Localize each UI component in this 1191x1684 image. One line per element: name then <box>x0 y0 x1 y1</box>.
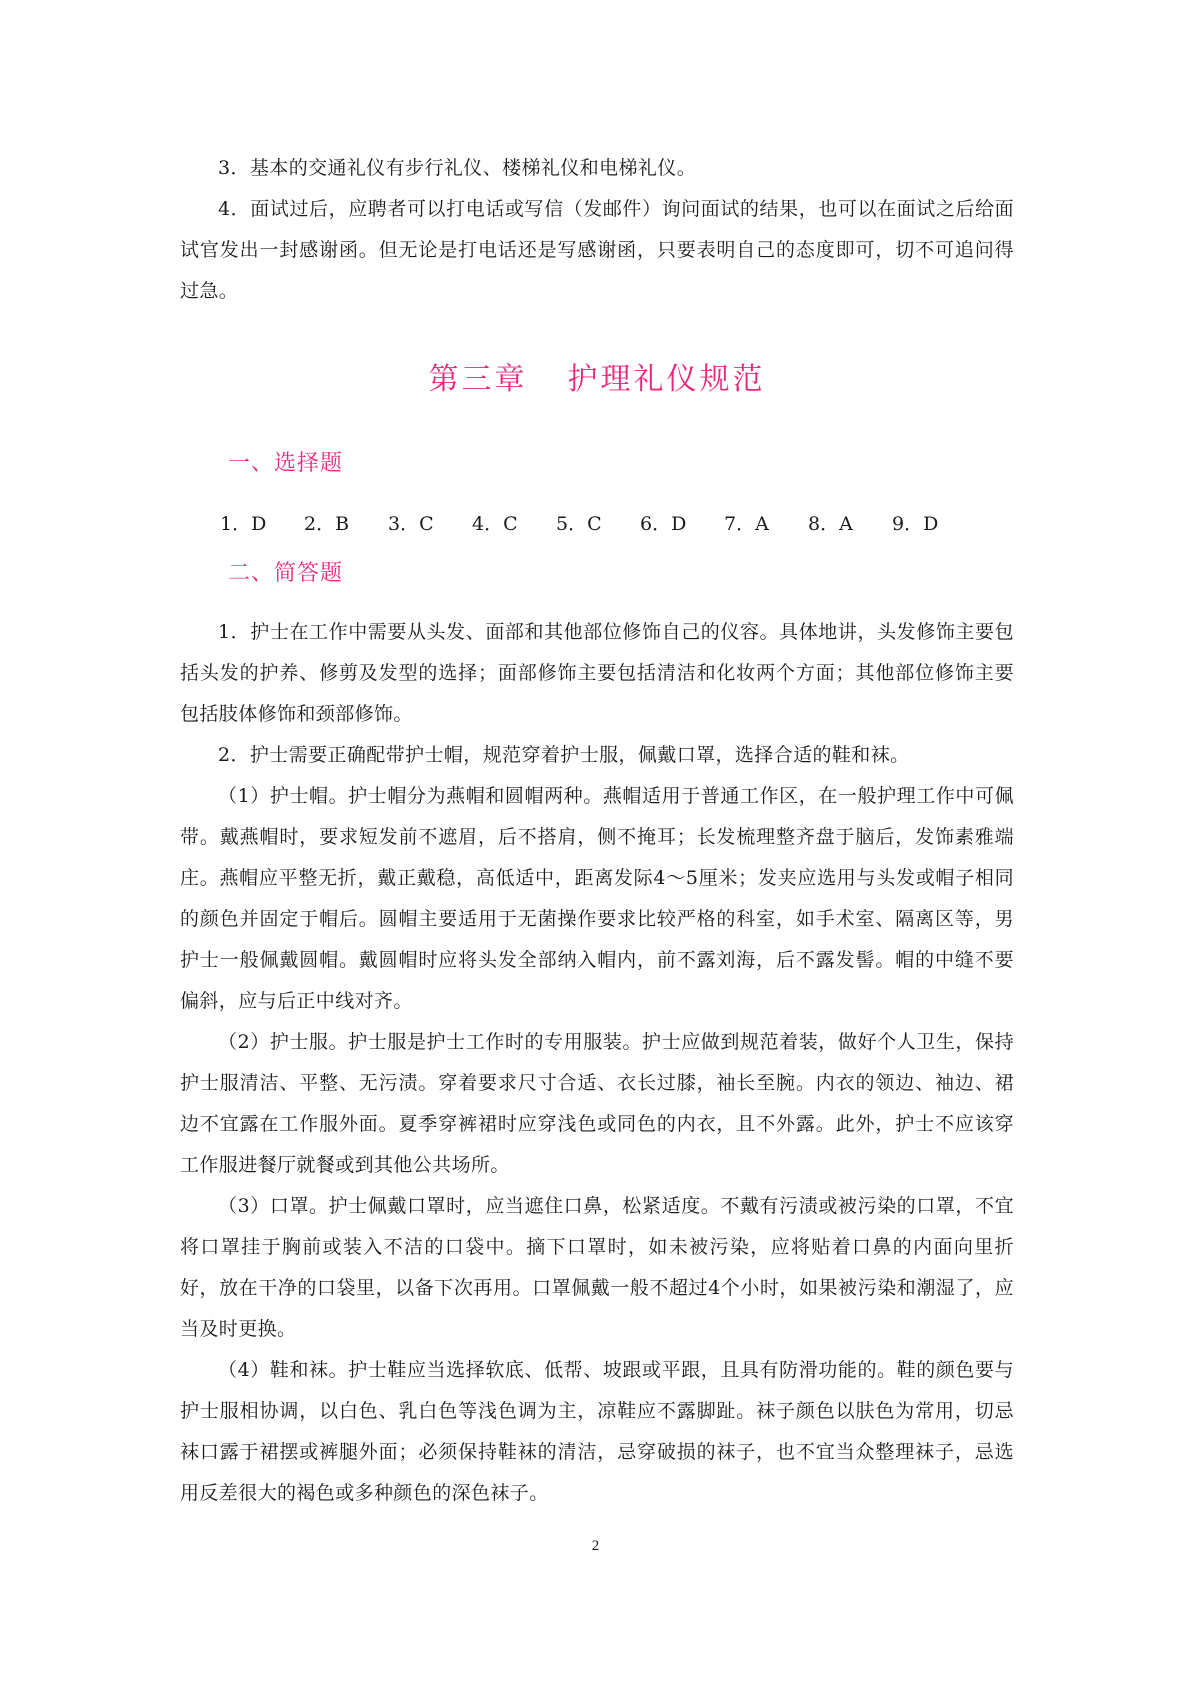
short-answer-paragraph-nurse-cap: （1）护士帽。护士帽分为燕帽和圆帽两种。燕帽适用于普通工作区，在一般护理工作中可佩带。戴燕帽时，要求短发前不遮眉，后不搭肩，侧不掩耳；长发梳理整齐盘于脑后，发饰素雅端庄。燕帽应平整无折，戴正戴稳，高低适中，距离发际4～5厘米；发夹应选用与头发或帽子相同的颜色并固定于帽后。圆帽主要适用于无菌操作要求比较严格的科室，如手术室、隔离区等，男护士一般佩戴圆帽。戴圆帽时应将头发全部纳入帽内，前不露刘海，后不露发髻。帽的中缝不要偏斜，应与后正中线对齐。 <box>180 785 1014 1012</box>
answer-item: 4．C <box>472 513 518 535</box>
answer-item: 6．D <box>640 513 687 535</box>
short-answer-paragraph-nurse-uniform: （2）护士服。护士服是护士工作时的专用服装。护士应做到规范着装，做好个人卫生，保持护士服清洁、平整、无污渍。穿着要求尺寸合适、衣长过膝，袖长至腕。内衣的领边、袖边、裙边不宜露在工作服外面。夏季穿裤裙时应穿浅色或同色的内衣，且不外露。此外，护士不应该穿工作服进餐厅就餐或到其他公共场所。 <box>180 1031 1014 1176</box>
page-content <box>180 148 1014 1514</box>
answer-item: 9．D <box>892 513 939 535</box>
short-answer-paragraph-mask: （3）口罩。护士佩戴口罩时，应当遮住口鼻，松紧适度。不戴有污渍或被污染的口罩，不宜将口罩挂于胸前或装入不洁的口袋中。摘下口罩时，如未被污染，应将贴着口鼻的内面向里折好，放在干净的口袋里，以备下次再用。口罩佩戴一般不超过4个小时，如果被污染和潮湿了，应当及时更换。 <box>180 1195 1014 1340</box>
intro-paragraph-3: 3．基本的交通礼仪有步行礼仪、楼梯礼仪和电梯礼仪。 <box>218 157 697 179</box>
short-answer-paragraph-2: 2．护士需要正确配带护士帽，规范穿着护士服，佩戴口罩，选择合适的鞋和袜。 <box>218 744 910 766</box>
answer-item: 7．A <box>724 513 769 535</box>
chapter-name: 护理礼仪规范 <box>567 362 766 397</box>
chapter-title <box>180 360 1014 400</box>
answer-item: 2．B <box>304 513 350 535</box>
answer-item: 1．D <box>220 513 267 535</box>
chapter-number: 第三章 <box>428 362 528 397</box>
answer-item: 5．C <box>556 513 602 535</box>
section-heading-short-answer: 二、简答题 <box>228 561 344 586</box>
section-heading-choice: 一、选择题 <box>228 451 344 476</box>
short-answer-paragraph-shoes-socks: （4）鞋和袜。护士鞋应当选择软底、低帮、坡跟或平跟，且具有防滑功能的。鞋的颜色要与护士服相协调，以白色、乳白色等浅色调为主，凉鞋应不露脚趾。袜子颜色以肤色为常用，切忌袜口露于裙摆或裤腿外面；必须保持鞋袜的清洁，忌穿破损的袜子，也不宜当众整理袜子，忌选用反差很大的褐色或多种颜色的深色袜子。 <box>180 1359 1014 1504</box>
short-answer-paragraph-1: 1．护士在工作中需要从头发、面部和其他部位修饰自己的仪容。具体地讲，头发修饰主要包括头发的护养、修剪及发型的选择；面部修饰主要包括清洁和化妆两个方面；其他部位修饰主要包括肢体修饰和颈部修饰。 <box>180 621 1014 725</box>
page-number: 2 <box>591 1538 600 1554</box>
answer-list <box>220 504 1014 544</box>
intro-paragraph-4: 4．面试过后，应聘者可以打电话或写信（发邮件）询问面试的结果，也可以在面试之后给面试官发出一封感谢函。但无论是打电话还是写感谢函，只要表明自己的态度即可，切不可追问得过急。 <box>180 198 1014 302</box>
answer-item: 3．C <box>388 513 434 535</box>
answer-item: 8．A <box>808 513 853 535</box>
